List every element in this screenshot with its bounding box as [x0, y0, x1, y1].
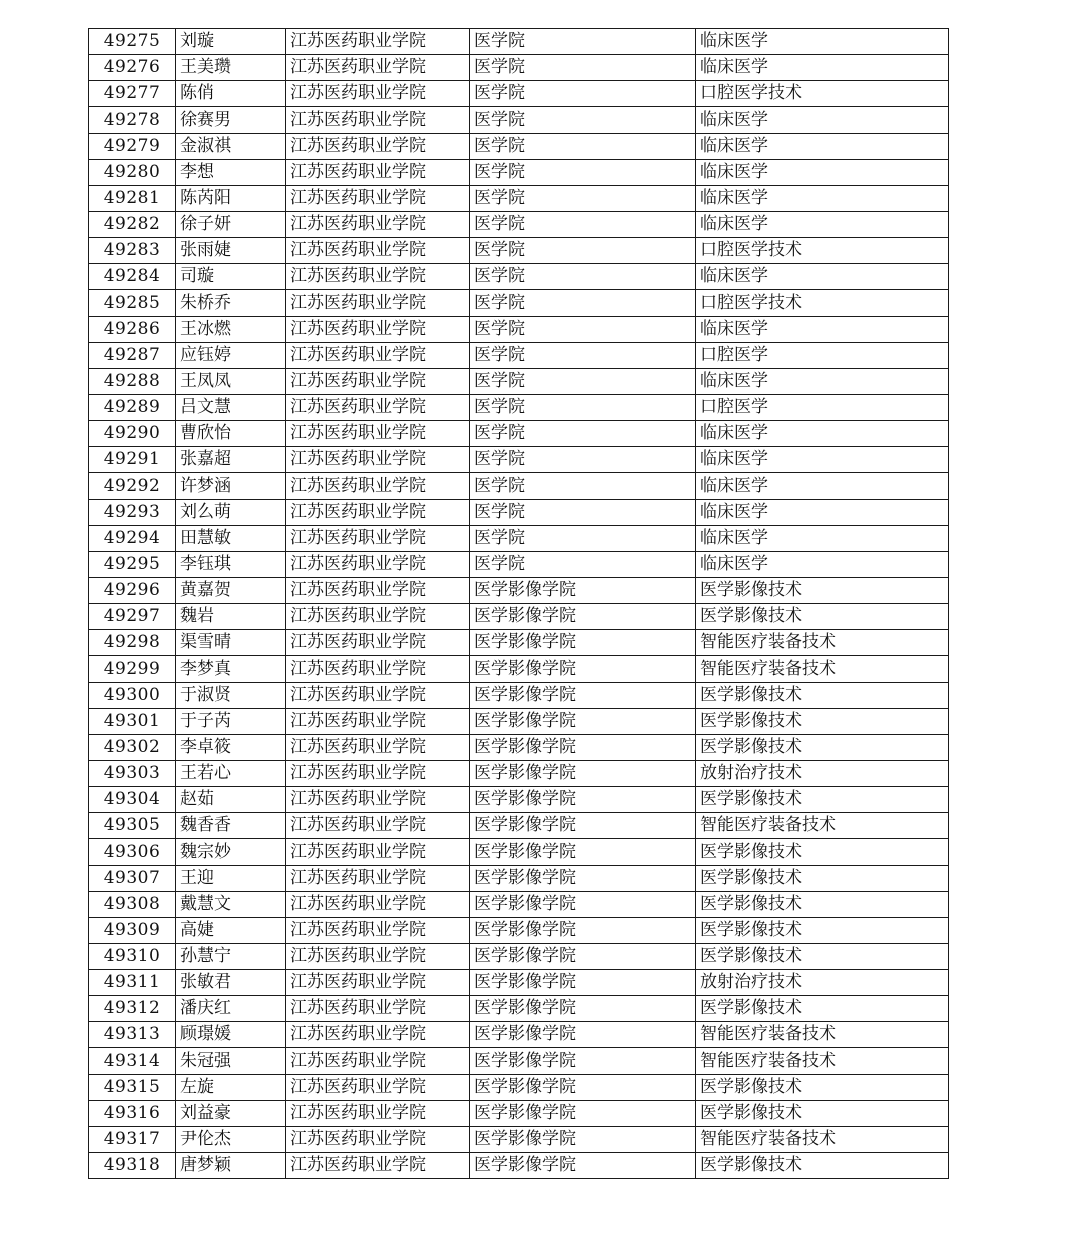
table-row — [89, 656, 949, 682]
cell-name: 李钰琪 — [176, 551, 286, 577]
cell-major: 临床医学 — [696, 447, 949, 473]
table-row — [89, 1126, 949, 1152]
cell-id: 49308 — [89, 891, 176, 917]
cell-id: 49306 — [89, 839, 176, 865]
cell-major: 临床医学 — [696, 499, 949, 525]
table-row — [89, 473, 949, 499]
cell-name: 于淑贤 — [176, 682, 286, 708]
table-row — [89, 290, 949, 316]
cell-id: 49276 — [89, 55, 176, 81]
cell-school: 江苏医药职业学院 — [286, 604, 470, 630]
cell-major: 医学影像技术 — [696, 708, 949, 734]
cell-school: 江苏医药职业学院 — [286, 264, 470, 290]
cell-major: 医学影像技术 — [696, 1100, 949, 1126]
table-row — [89, 368, 949, 394]
cell-name: 张嘉超 — [176, 447, 286, 473]
cell-college: 医学院 — [470, 473, 696, 499]
table-row — [89, 238, 949, 264]
cell-name: 王若心 — [176, 760, 286, 786]
cell-college: 医学院 — [470, 290, 696, 316]
cell-college: 医学影像学院 — [470, 1048, 696, 1074]
cell-college: 医学院 — [470, 525, 696, 551]
cell-name: 朱冠强 — [176, 1048, 286, 1074]
cell-major: 口腔医学 — [696, 342, 949, 368]
cell-school: 江苏医药职业学院 — [286, 368, 470, 394]
cell-major: 医学影像技术 — [696, 943, 949, 969]
cell-id: 49282 — [89, 211, 176, 237]
cell-college: 医学院 — [470, 551, 696, 577]
cell-major: 医学影像技术 — [696, 787, 949, 813]
cell-id: 49286 — [89, 316, 176, 342]
cell-id: 49291 — [89, 447, 176, 473]
table-row — [89, 708, 949, 734]
cell-school: 江苏医药职业学院 — [286, 630, 470, 656]
table-row — [89, 342, 949, 368]
table-row — [89, 1048, 949, 1074]
table-row — [89, 159, 949, 185]
cell-college: 医学影像学院 — [470, 734, 696, 760]
cell-id: 49304 — [89, 787, 176, 813]
cell-id: 49288 — [89, 368, 176, 394]
cell-college: 医学影像学院 — [470, 996, 696, 1022]
cell-name: 金淑祺 — [176, 133, 286, 159]
cell-name: 黄嘉贺 — [176, 577, 286, 603]
cell-major: 智能医疗装备技术 — [696, 1048, 949, 1074]
cell-college: 医学影像学院 — [470, 1074, 696, 1100]
cell-name: 唐梦颖 — [176, 1153, 286, 1179]
table-row — [89, 760, 949, 786]
cell-major: 智能医疗装备技术 — [696, 630, 949, 656]
cell-college: 医学院 — [470, 447, 696, 473]
cell-major: 临床医学 — [696, 211, 949, 237]
roster-table — [88, 28, 949, 1179]
cell-college: 医学影像学院 — [470, 865, 696, 891]
cell-name: 王冰燃 — [176, 316, 286, 342]
cell-major: 口腔医学技术 — [696, 81, 949, 107]
cell-college: 医学院 — [470, 55, 696, 81]
table-row — [89, 891, 949, 917]
cell-id: 49287 — [89, 342, 176, 368]
cell-school: 江苏医药职业学院 — [286, 238, 470, 264]
cell-college: 医学影像学院 — [470, 839, 696, 865]
table-row — [89, 917, 949, 943]
cell-school: 江苏医药职业学院 — [286, 185, 470, 211]
cell-name: 田慧敏 — [176, 525, 286, 551]
cell-college: 医学院 — [470, 316, 696, 342]
cell-college: 医学影像学院 — [470, 708, 696, 734]
cell-id: 49301 — [89, 708, 176, 734]
cell-college: 医学影像学院 — [470, 1153, 696, 1179]
cell-id: 49280 — [89, 159, 176, 185]
cell-name: 曹欣怡 — [176, 421, 286, 447]
table-row — [89, 734, 949, 760]
cell-name: 张雨婕 — [176, 238, 286, 264]
cell-id: 49302 — [89, 734, 176, 760]
cell-major: 临床医学 — [696, 159, 949, 185]
table-row — [89, 787, 949, 813]
cell-name: 司璇 — [176, 264, 286, 290]
cell-major: 临床医学 — [696, 107, 949, 133]
cell-id: 49281 — [89, 185, 176, 211]
cell-school: 江苏医药职业学院 — [286, 551, 470, 577]
cell-school: 江苏医药职业学院 — [286, 55, 470, 81]
cell-id: 49290 — [89, 421, 176, 447]
table-row — [89, 970, 949, 996]
cell-id: 49307 — [89, 865, 176, 891]
cell-name: 李卓筱 — [176, 734, 286, 760]
cell-school: 江苏医药职业学院 — [286, 1153, 470, 1179]
table-row — [89, 394, 949, 420]
cell-major: 临床医学 — [696, 264, 949, 290]
table-row — [89, 55, 949, 81]
cell-college: 医学院 — [470, 394, 696, 420]
cell-major: 临床医学 — [696, 185, 949, 211]
roster-table-body — [89, 29, 949, 1179]
cell-college: 医学影像学院 — [470, 577, 696, 603]
cell-college: 医学院 — [470, 185, 696, 211]
cell-id: 49311 — [89, 970, 176, 996]
cell-school: 江苏医药职业学院 — [286, 839, 470, 865]
cell-school: 江苏医药职业学院 — [286, 1074, 470, 1100]
cell-id: 49294 — [89, 525, 176, 551]
table-row — [89, 499, 949, 525]
cell-college: 医学院 — [470, 368, 696, 394]
cell-id: 49303 — [89, 760, 176, 786]
cell-school: 江苏医药职业学院 — [286, 159, 470, 185]
table-row — [89, 185, 949, 211]
cell-name: 魏岩 — [176, 604, 286, 630]
cell-college: 医学影像学院 — [470, 943, 696, 969]
cell-school: 江苏医药职业学院 — [286, 865, 470, 891]
cell-college: 医学影像学院 — [470, 1100, 696, 1126]
cell-name: 魏香香 — [176, 813, 286, 839]
cell-major: 临床医学 — [696, 368, 949, 394]
cell-id: 49275 — [89, 29, 176, 55]
cell-college: 医学影像学院 — [470, 1126, 696, 1152]
cell-college: 医学院 — [470, 238, 696, 264]
cell-school: 江苏医药职业学院 — [286, 943, 470, 969]
table-row — [89, 107, 949, 133]
cell-college: 医学影像学院 — [470, 1022, 696, 1048]
table-row — [89, 81, 949, 107]
cell-name: 左旋 — [176, 1074, 286, 1100]
cell-name: 潘庆红 — [176, 996, 286, 1022]
cell-school: 江苏医药职业学院 — [286, 656, 470, 682]
table-row — [89, 996, 949, 1022]
cell-major: 医学影像技术 — [696, 839, 949, 865]
cell-college: 医学影像学院 — [470, 917, 696, 943]
cell-id: 49310 — [89, 943, 176, 969]
cell-id: 49293 — [89, 499, 176, 525]
cell-name: 徐子妍 — [176, 211, 286, 237]
cell-major: 医学影像技术 — [696, 1074, 949, 1100]
cell-major: 智能医疗装备技术 — [696, 813, 949, 839]
table-row — [89, 133, 949, 159]
cell-name: 陈俏 — [176, 81, 286, 107]
table-row — [89, 1022, 949, 1048]
cell-major: 智能医疗装备技术 — [696, 1126, 949, 1152]
cell-college: 医学院 — [470, 499, 696, 525]
cell-id: 49309 — [89, 917, 176, 943]
table-row — [89, 1153, 949, 1179]
cell-school: 江苏医药职业学院 — [286, 970, 470, 996]
cell-name: 刘璇 — [176, 29, 286, 55]
cell-school: 江苏医药职业学院 — [286, 211, 470, 237]
cell-school: 江苏医药职业学院 — [286, 813, 470, 839]
table-row — [89, 1100, 949, 1126]
cell-school: 江苏医药职业学院 — [286, 447, 470, 473]
cell-school: 江苏医药职业学院 — [286, 316, 470, 342]
cell-school: 江苏医药职业学院 — [286, 577, 470, 603]
cell-id: 49285 — [89, 290, 176, 316]
cell-school: 江苏医药职业学院 — [286, 81, 470, 107]
table-row — [89, 577, 949, 603]
cell-id: 49299 — [89, 656, 176, 682]
cell-major: 临床医学 — [696, 421, 949, 447]
cell-college: 医学影像学院 — [470, 970, 696, 996]
cell-college: 医学影像学院 — [470, 656, 696, 682]
cell-major: 智能医疗装备技术 — [696, 656, 949, 682]
cell-school: 江苏医药职业学院 — [286, 996, 470, 1022]
cell-id: 49289 — [89, 394, 176, 420]
cell-college: 医学院 — [470, 159, 696, 185]
cell-id: 49279 — [89, 133, 176, 159]
cell-name: 张敏君 — [176, 970, 286, 996]
cell-name: 刘么萌 — [176, 499, 286, 525]
cell-id: 49297 — [89, 604, 176, 630]
cell-college: 医学影像学院 — [470, 760, 696, 786]
cell-college: 医学影像学院 — [470, 604, 696, 630]
cell-id: 49312 — [89, 996, 176, 1022]
cell-major: 临床医学 — [696, 316, 949, 342]
cell-major: 临床医学 — [696, 133, 949, 159]
cell-school: 江苏医药职业学院 — [286, 29, 470, 55]
cell-name: 李梦真 — [176, 656, 286, 682]
cell-college: 医学院 — [470, 211, 696, 237]
cell-school: 江苏医药职业学院 — [286, 394, 470, 420]
cell-major: 口腔医学技术 — [696, 238, 949, 264]
cell-major: 医学影像技术 — [696, 604, 949, 630]
cell-school: 江苏医药职业学院 — [286, 708, 470, 734]
cell-school: 江苏医药职业学院 — [286, 342, 470, 368]
cell-name: 于子芮 — [176, 708, 286, 734]
cell-id: 49298 — [89, 630, 176, 656]
cell-major: 口腔医学技术 — [696, 290, 949, 316]
table-row — [89, 211, 949, 237]
table-row — [89, 264, 949, 290]
cell-major: 智能医疗装备技术 — [696, 1022, 949, 1048]
cell-school: 江苏医药职业学院 — [286, 290, 470, 316]
cell-id: 49284 — [89, 264, 176, 290]
cell-school: 江苏医药职业学院 — [286, 1126, 470, 1152]
cell-id: 49318 — [89, 1153, 176, 1179]
cell-major: 医学影像技术 — [696, 891, 949, 917]
cell-name: 王美瓒 — [176, 55, 286, 81]
table-row — [89, 551, 949, 577]
cell-id: 49313 — [89, 1022, 176, 1048]
cell-name: 渠雪晴 — [176, 630, 286, 656]
cell-name: 朱桥乔 — [176, 290, 286, 316]
cell-id: 49278 — [89, 107, 176, 133]
cell-name: 刘益豪 — [176, 1100, 286, 1126]
table-row — [89, 943, 949, 969]
cell-id: 49283 — [89, 238, 176, 264]
table-row — [89, 839, 949, 865]
cell-college: 医学院 — [470, 107, 696, 133]
table-row — [89, 813, 949, 839]
cell-school: 江苏医药职业学院 — [286, 891, 470, 917]
cell-school: 江苏医药职业学院 — [286, 107, 470, 133]
cell-id: 49317 — [89, 1126, 176, 1152]
cell-major: 医学影像技术 — [696, 865, 949, 891]
cell-school: 江苏医药职业学院 — [286, 133, 470, 159]
cell-school: 江苏医药职业学院 — [286, 499, 470, 525]
cell-id: 49277 — [89, 81, 176, 107]
cell-id: 49316 — [89, 1100, 176, 1126]
cell-id: 49314 — [89, 1048, 176, 1074]
cell-name: 孙慧宁 — [176, 943, 286, 969]
cell-school: 江苏医药职业学院 — [286, 682, 470, 708]
cell-name: 赵茹 — [176, 787, 286, 813]
table-row — [89, 316, 949, 342]
cell-major: 医学影像技术 — [696, 734, 949, 760]
cell-college: 医学影像学院 — [470, 787, 696, 813]
cell-name: 许梦涵 — [176, 473, 286, 499]
cell-major: 放射治疗技术 — [696, 970, 949, 996]
cell-college: 医学院 — [470, 133, 696, 159]
cell-school: 江苏医药职业学院 — [286, 1022, 470, 1048]
cell-id: 49296 — [89, 577, 176, 603]
cell-major: 医学影像技术 — [696, 917, 949, 943]
cell-college: 医学院 — [470, 264, 696, 290]
cell-major: 临床医学 — [696, 525, 949, 551]
cell-school: 江苏医药职业学院 — [286, 525, 470, 551]
cell-major: 口腔医学 — [696, 394, 949, 420]
cell-id: 49295 — [89, 551, 176, 577]
cell-school: 江苏医药职业学院 — [286, 1100, 470, 1126]
cell-name: 王迎 — [176, 865, 286, 891]
table-row — [89, 630, 949, 656]
table-row — [89, 525, 949, 551]
cell-name: 尹伦杰 — [176, 1126, 286, 1152]
cell-school: 江苏医药职业学院 — [286, 421, 470, 447]
cell-major: 医学影像技术 — [696, 577, 949, 603]
table-row — [89, 1074, 949, 1100]
cell-name: 高婕 — [176, 917, 286, 943]
cell-school: 江苏医药职业学院 — [286, 787, 470, 813]
cell-id: 49315 — [89, 1074, 176, 1100]
cell-major: 医学影像技术 — [696, 996, 949, 1022]
cell-name: 吕文慧 — [176, 394, 286, 420]
table-row — [89, 447, 949, 473]
cell-college: 医学影像学院 — [470, 813, 696, 839]
cell-id: 49300 — [89, 682, 176, 708]
cell-college: 医学院 — [470, 81, 696, 107]
cell-major: 临床医学 — [696, 29, 949, 55]
cell-school: 江苏医药职业学院 — [286, 734, 470, 760]
table-row — [89, 682, 949, 708]
cell-name: 陈芮阳 — [176, 185, 286, 211]
cell-college: 医学影像学院 — [470, 630, 696, 656]
cell-college: 医学院 — [470, 29, 696, 55]
cell-college: 医学院 — [470, 342, 696, 368]
cell-school: 江苏医药职业学院 — [286, 917, 470, 943]
cell-major: 医学影像技术 — [696, 682, 949, 708]
cell-name: 王凤凤 — [176, 368, 286, 394]
cell-id: 49305 — [89, 813, 176, 839]
cell-college: 医学影像学院 — [470, 891, 696, 917]
cell-school: 江苏医药职业学院 — [286, 473, 470, 499]
cell-school: 江苏医药职业学院 — [286, 1048, 470, 1074]
table-row — [89, 604, 949, 630]
cell-major: 临床医学 — [696, 551, 949, 577]
cell-name: 顾璟媛 — [176, 1022, 286, 1048]
cell-major: 临床医学 — [696, 55, 949, 81]
cell-name: 戴慧文 — [176, 891, 286, 917]
cell-id: 49292 — [89, 473, 176, 499]
cell-school: 江苏医药职业学院 — [286, 760, 470, 786]
cell-college: 医学院 — [470, 421, 696, 447]
cell-major: 医学影像技术 — [696, 1153, 949, 1179]
cell-name: 李想 — [176, 159, 286, 185]
table-row — [89, 29, 949, 55]
cell-college: 医学影像学院 — [470, 682, 696, 708]
table-row — [89, 421, 949, 447]
cell-major: 放射治疗技术 — [696, 760, 949, 786]
cell-major: 临床医学 — [696, 473, 949, 499]
table-row — [89, 865, 949, 891]
cell-name: 应钰婷 — [176, 342, 286, 368]
cell-name: 徐赛男 — [176, 107, 286, 133]
cell-name: 魏宗妙 — [176, 839, 286, 865]
